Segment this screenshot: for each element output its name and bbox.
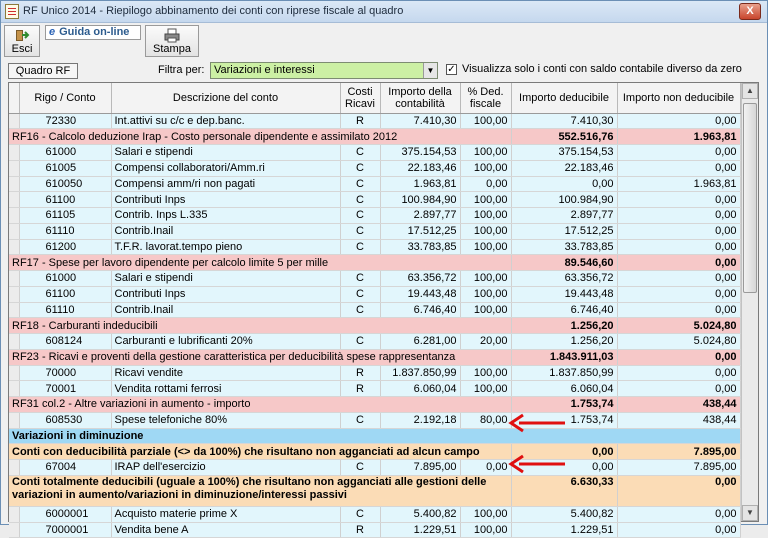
cell-non-deducibile: 438,44 <box>617 412 740 428</box>
table-row[interactable] <box>9 302 740 318</box>
group-deducibile: 552.516,76 <box>511 129 617 145</box>
group-title: Conti totalmente deducibili (uguale a 100%) che risultano non agganciati alle gestioni delle variazioni in aumento/variazioni in diminuzione/interessi passivi <box>9 475 511 506</box>
cell-deducibile: 33.783,85 <box>511 239 617 255</box>
cell-deducibile: 0,00 <box>511 460 617 476</box>
cell-conto: 6000001 <box>19 506 111 522</box>
cell-descrizione: Salari e stipendi <box>111 271 340 287</box>
row-indicator <box>9 192 19 208</box>
group-row[interactable] <box>9 255 740 271</box>
cell-non-deducibile: 0,00 <box>617 192 740 208</box>
group-non-deducibile: 1.963,81 <box>617 129 740 145</box>
cell-importo: 22.183,46 <box>380 160 460 176</box>
cell-conto: 610050 <box>19 176 111 192</box>
cell-descrizione: Contributi Inps <box>111 192 340 208</box>
cell-ded: 100,00 <box>460 192 511 208</box>
table-row[interactable] <box>9 286 740 302</box>
group-deducibile: 0,00 <box>511 444 617 460</box>
title-bar <box>1 1 767 23</box>
group-title: RF31 col.2 - Altre variazioni in aumento - importo <box>9 397 511 413</box>
chevron-down-icon[interactable]: ▼ <box>423 63 437 78</box>
header-costi-ricavi[interactable]: Costi Ricavi <box>340 83 380 113</box>
cell-conto: 608124 <box>19 334 111 350</box>
scroll-thumb[interactable] <box>743 103 757 293</box>
cell-costi-ricavi: R <box>340 381 380 397</box>
cell-conto: 61100 <box>19 192 111 208</box>
cell-non-deducibile: 0,00 <box>617 302 740 318</box>
summary-row[interactable] <box>9 444 740 460</box>
cell-non-deducibile: 0,00 <box>617 208 740 224</box>
nonzero-balance-label: Visualizza solo i conti con saldo contabile diverso da zero <box>462 63 742 75</box>
app-icon <box>5 4 19 19</box>
group-deducibile: 6.630,33 <box>511 475 617 506</box>
cell-ded: 80,00 <box>460 412 511 428</box>
toolbar <box>1 23 767 59</box>
group-deducibile: 1.843.911,03 <box>511 349 617 365</box>
cell-deducibile: 19.443,48 <box>511 286 617 302</box>
cell-descrizione: T.F.R. lavorat.tempo pieno <box>111 239 340 255</box>
table-row[interactable] <box>9 412 740 428</box>
cell-non-deducibile: 0,00 <box>617 365 740 381</box>
header-ded-fiscale[interactable]: % Ded. fiscale <box>460 83 511 113</box>
guida-online-button[interactable] <box>45 25 141 40</box>
cell-costi-ricavi: C <box>340 506 380 522</box>
table-row[interactable] <box>9 506 740 522</box>
cell-ded: 100,00 <box>460 239 511 255</box>
cell-non-deducibile: 0,00 <box>617 223 740 239</box>
cell-ded: 100,00 <box>460 145 511 161</box>
accounts-table <box>9 83 741 538</box>
cell-non-deducibile: 0,00 <box>617 271 740 287</box>
group-title: RF16 - Calcolo deduzione Irap - Costo personale dipendente e assimilato 2012 <box>9 129 511 145</box>
cell-ded: 0,00 <box>460 460 511 476</box>
group-non-deducibile: 0,00 <box>617 349 740 365</box>
group-non-deducibile: 7.895,00 <box>617 444 740 460</box>
row-indicator <box>9 239 19 255</box>
group-title: Conti con deducibilità parziale (<> da 100%) che risultano non agganciati ad alcun campo <box>9 444 511 460</box>
table-row[interactable] <box>9 223 740 239</box>
cell-costi-ricavi: R <box>340 522 380 538</box>
table-row[interactable] <box>9 271 740 287</box>
esci-button[interactable] <box>4 25 40 57</box>
group-non-deducibile: 5.024,80 <box>617 318 740 334</box>
cell-deducibile: 100.984,90 <box>511 192 617 208</box>
cell-deducibile: 22.183,46 <box>511 160 617 176</box>
cell-ded: 20,00 <box>460 334 511 350</box>
cell-costi-ricavi: C <box>340 208 380 224</box>
cell-non-deducibile: 0,00 <box>617 286 740 302</box>
cell-importo: 5.400,82 <box>380 506 460 522</box>
header-indicator <box>9 83 19 113</box>
cell-costi-ricavi: C <box>340 412 380 428</box>
cell-importo: 2.192,18 <box>380 412 460 428</box>
header-importo-deducibile[interactable]: Importo deducibile <box>511 83 617 113</box>
row-indicator <box>9 334 19 350</box>
group-title: RF17 - Spese per lavoro dipendente per calcolo limite 5 per mille <box>9 255 511 271</box>
header-importo-contabilita[interactable]: Importo della contabilità <box>380 83 460 113</box>
cell-descrizione: Contributi Inps <box>111 286 340 302</box>
row-indicator <box>9 381 19 397</box>
row-indicator <box>9 113 19 129</box>
group-row[interactable] <box>9 129 740 145</box>
row-indicator <box>9 412 19 428</box>
cell-conto: 61110 <box>19 302 111 318</box>
group-non-deducibile: 0,00 <box>617 475 740 506</box>
cell-conto: 61000 <box>19 145 111 161</box>
cell-costi-ricavi: C <box>340 176 380 192</box>
printer-icon <box>165 29 179 42</box>
cell-descrizione: Contrib.Inail <box>111 223 340 239</box>
table-row[interactable] <box>9 192 740 208</box>
group-row[interactable] <box>9 349 740 365</box>
cell-deducibile: 6.060,04 <box>511 381 617 397</box>
row-indicator <box>9 522 19 538</box>
close-button[interactable]: X <box>739 3 761 20</box>
cell-deducibile: 2.897,77 <box>511 208 617 224</box>
row-indicator <box>9 160 19 176</box>
table-row[interactable] <box>9 145 740 161</box>
cell-ded: 100,00 <box>460 208 511 224</box>
cell-importo: 7.895,00 <box>380 460 460 476</box>
cell-ded: 100,00 <box>460 113 511 129</box>
table-header <box>9 83 740 113</box>
cell-ded: 100,00 <box>460 506 511 522</box>
table-row[interactable] <box>9 365 740 381</box>
cell-descrizione: Contrib.Inail <box>111 302 340 318</box>
group-title: RF23 - Ricavi e proventi della gestione caratteristica per deducibilità spese rappresentanza <box>9 349 511 365</box>
cell-descrizione: Compensi amm/ri non pagati <box>111 176 340 192</box>
cell-conto: 61110 <box>19 223 111 239</box>
cell-importo: 6.060,04 <box>380 381 460 397</box>
cell-importo: 7.410,30 <box>380 113 460 129</box>
cell-costi-ricavi: C <box>340 223 380 239</box>
cell-costi-ricavi: C <box>340 239 380 255</box>
table-row[interactable] <box>9 176 740 192</box>
cell-importo: 2.897,77 <box>380 208 460 224</box>
cell-ded: 100,00 <box>460 365 511 381</box>
cell-importo: 17.512,25 <box>380 223 460 239</box>
cell-non-deducibile: 1.963,81 <box>617 176 740 192</box>
cell-ded: 100,00 <box>460 271 511 287</box>
table-row[interactable] <box>9 239 740 255</box>
cell-conto: 72330 <box>19 113 111 129</box>
cell-ded: 100,00 <box>460 160 511 176</box>
group-deducibile: 1.256,20 <box>511 318 617 334</box>
row-indicator <box>9 302 19 318</box>
cell-costi-ricavi: C <box>340 271 380 287</box>
guida-label: Guida on-line <box>59 26 130 38</box>
row-indicator <box>9 365 19 381</box>
cell-costi-ricavi: C <box>340 334 380 350</box>
cell-importo: 63.356,72 <box>380 271 460 287</box>
row-indicator <box>9 460 19 476</box>
quadro-rf-tab[interactable]: Quadro RF <box>8 63 78 79</box>
vertical-scrollbar[interactable] <box>741 83 758 521</box>
cell-conto: 70001 <box>19 381 111 397</box>
cell-costi-ricavi: C <box>340 192 380 208</box>
cell-ded: 0,00 <box>460 176 511 192</box>
group-non-deducibile: 438,44 <box>617 397 740 413</box>
cell-deducibile: 1.229,51 <box>511 522 617 538</box>
cell-non-deducibile: 0,00 <box>617 160 740 176</box>
cell-deducibile: 0,00 <box>511 176 617 192</box>
cell-deducibile: 17.512,25 <box>511 223 617 239</box>
cell-non-deducibile: 0,00 <box>617 113 740 129</box>
filter-label: Filtra per: <box>158 64 205 76</box>
table-row[interactable] <box>9 460 740 476</box>
scroll-up-icon[interactable]: ▲ <box>742 83 758 99</box>
cell-descrizione: Compensi collaboratori/Amm.ri <box>111 160 340 176</box>
row-indicator <box>9 223 19 239</box>
group-deducibile: 1.753,74 <box>511 397 617 413</box>
cell-conto: 608530 <box>19 412 111 428</box>
cell-importo: 6.746,40 <box>380 302 460 318</box>
cell-ded: 100,00 <box>460 381 511 397</box>
cell-descrizione: Salari e stipendi <box>111 145 340 161</box>
cell-conto: 61200 <box>19 239 111 255</box>
cell-descrizione: Carburanti e lubrificanti 20% <box>111 334 340 350</box>
cell-importo: 19.443,48 <box>380 286 460 302</box>
table-row[interactable] <box>9 208 740 224</box>
cell-non-deducibile: 7.895,00 <box>617 460 740 476</box>
header-rigo-conto[interactable]: Rigo / Conto <box>19 83 111 113</box>
cell-descrizione: Spese telefoniche 80% <box>111 412 340 428</box>
filter-select[interactable] <box>210 62 438 79</box>
row-indicator <box>9 271 19 287</box>
cell-non-deducibile: 0,00 <box>617 145 740 161</box>
cell-costi-ricavi: C <box>340 160 380 176</box>
group-title: RF18 - Carburanti indeducibili <box>9 318 511 334</box>
stampa-button[interactable] <box>145 25 199 57</box>
filter-selected-value: Variazioni e interessi <box>214 64 315 76</box>
cell-descrizione: Contrib. Inps L.335 <box>111 208 340 224</box>
row-indicator <box>9 145 19 161</box>
nonzero-balance-checkbox[interactable]: ✓ <box>447 64 456 75</box>
cell-descrizione: Vendita rottami ferrosi <box>111 381 340 397</box>
cell-deducibile: 5.400,82 <box>511 506 617 522</box>
table-row[interactable] <box>9 522 740 538</box>
cell-importo: 1.963,81 <box>380 176 460 192</box>
cell-conto: 7000001 <box>19 522 111 538</box>
cell-non-deducibile: 0,00 <box>617 522 740 538</box>
cell-descrizione: Int.attivi su c/c e dep.banc. <box>111 113 340 129</box>
summary-row[interactable] <box>9 475 740 506</box>
table-row[interactable] <box>9 160 740 176</box>
cell-deducibile: 7.410,30 <box>511 113 617 129</box>
cell-costi-ricavi: C <box>340 460 380 476</box>
header-descrizione[interactable]: Descrizione del conto <box>111 83 340 113</box>
cell-conto: 61100 <box>19 286 111 302</box>
header-importo-non-deducibile[interactable]: Importo non deducibile <box>617 83 740 113</box>
stampa-label: Stampa <box>153 43 191 55</box>
cell-ded: 100,00 <box>460 302 511 318</box>
cell-costi-ricavi: C <box>340 302 380 318</box>
cell-deducibile: 375.154,53 <box>511 145 617 161</box>
cell-importo: 100.984,90 <box>380 192 460 208</box>
cell-importo: 1.837.850,99 <box>380 365 460 381</box>
cell-descrizione: Vendita bene A <box>111 522 340 538</box>
group-non-deducibile: 0,00 <box>617 255 740 271</box>
cell-conto: 70000 <box>19 365 111 381</box>
cell-conto: 61105 <box>19 208 111 224</box>
cell-ded: 100,00 <box>460 223 511 239</box>
row-indicator <box>9 506 19 522</box>
section-row[interactable] <box>9 428 740 444</box>
cell-descrizione: Ricavi vendite <box>111 365 340 381</box>
window-title: RF Unico 2014 - Riepilogo abbinamento dei conti con riprese fiscale al quadro <box>23 5 404 17</box>
cell-costi-ricavi: C <box>340 286 380 302</box>
cell-costi-ricavi: R <box>340 365 380 381</box>
cell-deducibile: 1.753,74 <box>511 412 617 428</box>
cell-importo: 1.229,51 <box>380 522 460 538</box>
esci-label: Esci <box>11 43 33 55</box>
row-indicator <box>9 286 19 302</box>
cell-conto: 61000 <box>19 271 111 287</box>
ie-help-icon: e <box>49 26 56 38</box>
cell-importo: 33.783,85 <box>380 239 460 255</box>
cell-non-deducibile: 0,00 <box>617 506 740 522</box>
table-row[interactable] <box>9 113 740 129</box>
group-row[interactable] <box>9 318 740 334</box>
cell-costi-ricavi: R <box>340 113 380 129</box>
cell-deducibile: 1.256,20 <box>511 334 617 350</box>
accounts-grid <box>8 82 759 536</box>
cell-deducibile: 6.746,40 <box>511 302 617 318</box>
cell-deducibile: 63.356,72 <box>511 271 617 287</box>
exit-door-icon <box>15 29 29 42</box>
cell-importo: 6.281,00 <box>380 334 460 350</box>
cell-importo: 375.154,53 <box>380 145 460 161</box>
cell-non-deducibile: 0,00 <box>617 381 740 397</box>
section-title: Variazioni in diminuzione <box>9 428 740 444</box>
table-row[interactable] <box>9 381 740 397</box>
group-deducibile: 89.546,60 <box>511 255 617 271</box>
cell-conto: 67004 <box>19 460 111 476</box>
scroll-down-icon[interactable]: ▼ <box>742 505 758 521</box>
cell-descrizione: IRAP dell'esercizio <box>111 460 340 476</box>
cell-ded: 100,00 <box>460 522 511 538</box>
cell-deducibile: 1.837.850,99 <box>511 365 617 381</box>
cell-non-deducibile: 5.024,80 <box>617 334 740 350</box>
cell-conto: 61005 <box>19 160 111 176</box>
cell-ded: 100,00 <box>460 286 511 302</box>
cell-non-deducibile: 0,00 <box>617 239 740 255</box>
table-row[interactable] <box>9 334 740 350</box>
group-row[interactable] <box>9 397 740 413</box>
row-indicator <box>9 176 19 192</box>
cell-costi-ricavi: C <box>340 145 380 161</box>
cell-descrizione: Acquisto materie prime X <box>111 506 340 522</box>
row-indicator <box>9 208 19 224</box>
